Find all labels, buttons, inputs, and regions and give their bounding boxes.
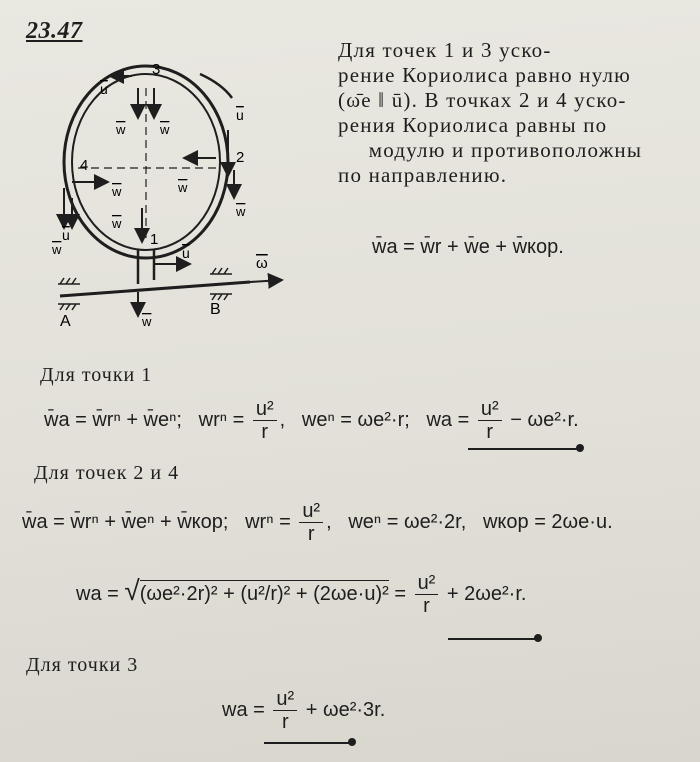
p24-wa-equation: wa = √(ωe²·2r)² + (u²/r)² + (2ωe·u)² = $\frac{\text{u²}}{r}$ + 2ωe²·r.	[76, 572, 527, 617]
wr-label-4: w	[112, 184, 122, 199]
p24-sqrt-body: (ωe²·2r)² + (u²/r)² + (2ωe·u)²	[140, 580, 389, 606]
we-label-4: w	[52, 242, 62, 257]
wr-label-1: w	[112, 216, 122, 231]
omega-arrow	[250, 280, 282, 282]
ring-diagram	[50, 58, 300, 338]
p24-wa-lhs: wa =	[76, 582, 119, 605]
heading-point-1: Для точки 1	[40, 364, 153, 386]
para-line-2: рение Кориолиса равно нулю	[338, 63, 632, 87]
p1-wr-lhs: wrⁿ =	[198, 408, 245, 431]
p24-result-tail: + 2ωe²·r.	[446, 582, 527, 605]
p1-wa-fraction: $\frac{\text{u²}}{r}$	[478, 398, 502, 443]
we-label-1: w	[142, 314, 152, 329]
p24-result-fraction: $\frac{\text{u²}}{r}$	[415, 572, 439, 617]
p24-answer-underline	[448, 638, 536, 640]
p24-wkor: wкор = 2ωe·u.	[482, 510, 613, 533]
p24-wr-fraction: $\frac{\text{u²}}{r}$	[299, 500, 323, 545]
heading-point-3: Для точки 3	[26, 654, 139, 676]
p1-wr-fraction: $\frac{\text{u²}}{r}$	[253, 398, 277, 443]
p3-wa-lhs: wa =	[222, 698, 265, 721]
wr-label-3: w	[116, 122, 126, 137]
p1-we: weⁿ = ωe²·r;	[301, 408, 410, 431]
p3-fraction: $\frac{\text{u²}}{r}$	[273, 688, 297, 733]
we-label-2: w	[236, 204, 246, 219]
point-label-4: 4	[80, 157, 89, 174]
wr-label-2: w	[178, 180, 188, 195]
u-label-right: u	[236, 107, 244, 123]
p24-we: weⁿ = ωe²·2r,	[348, 510, 467, 533]
para-line-4: рения Кориолиса равны по	[338, 113, 608, 137]
point-label-2: 2	[236, 149, 245, 166]
para-line-1: Для точек 1 и 3 уско-	[338, 38, 552, 62]
we-label-3: w	[160, 122, 170, 137]
p1-vector-sum: w̄a = w̄rⁿ + w̄eⁿ;	[44, 408, 182, 431]
p24-answer-dot	[534, 634, 542, 642]
p24-wr-lhs: wrⁿ =	[245, 510, 291, 533]
p1-equations: w̄a = w̄rⁿ + w̄eⁿ; wrⁿ = $\frac{\text{u²}}{r}$ , weⁿ = ωe²·r; wa = $\frac{\text{u²}}{r}$ − ωe²·r.	[44, 398, 579, 443]
para-line-6: по направлению.	[338, 163, 508, 187]
heading-points-2-4: Для точек 2 и 4	[34, 462, 180, 484]
u-label-bottom: u	[182, 245, 190, 261]
point-label-1: 1	[150, 231, 159, 248]
support-label-a: A	[60, 313, 71, 330]
main-formula: w̄a = w̄r + w̄e + w̄кор.	[372, 236, 564, 258]
point-label-3: 3	[152, 61, 161, 78]
para-line-5: модулю и противоположны	[368, 138, 643, 162]
p1-answer-underline	[468, 448, 578, 450]
p24-equations: w̄a = w̄rⁿ + w̄eⁿ + w̄кор; wrⁿ = $\frac{\text{u²}}{r}$ , weⁿ = ωe²·2r, wкор = 2ωe·u.	[22, 500, 613, 545]
problem-number: 23.47	[26, 18, 83, 44]
p1-answer-dot	[576, 444, 584, 452]
support-label-b: B	[210, 301, 221, 318]
para-line-3: (ω̄e ‖ ū). В точках 2 и 4 уско-	[338, 88, 627, 112]
u-label-top: u	[100, 81, 108, 97]
p1-wa-tail: − ωe²·r.	[510, 408, 579, 431]
p3-answer-underline	[264, 742, 350, 744]
p3-answer-dot	[348, 738, 356, 746]
p24-vector-sum: w̄a = w̄rⁿ + w̄eⁿ + w̄кор;	[22, 510, 229, 533]
p1-wa-lhs: wa =	[426, 408, 470, 431]
p3-equation	[222, 688, 385, 733]
omega-label: ω	[256, 255, 268, 272]
u-label-left: u	[62, 227, 70, 243]
p3-tail: + ωe²·3r.	[305, 698, 386, 721]
explanation-paragraph	[338, 38, 673, 188]
